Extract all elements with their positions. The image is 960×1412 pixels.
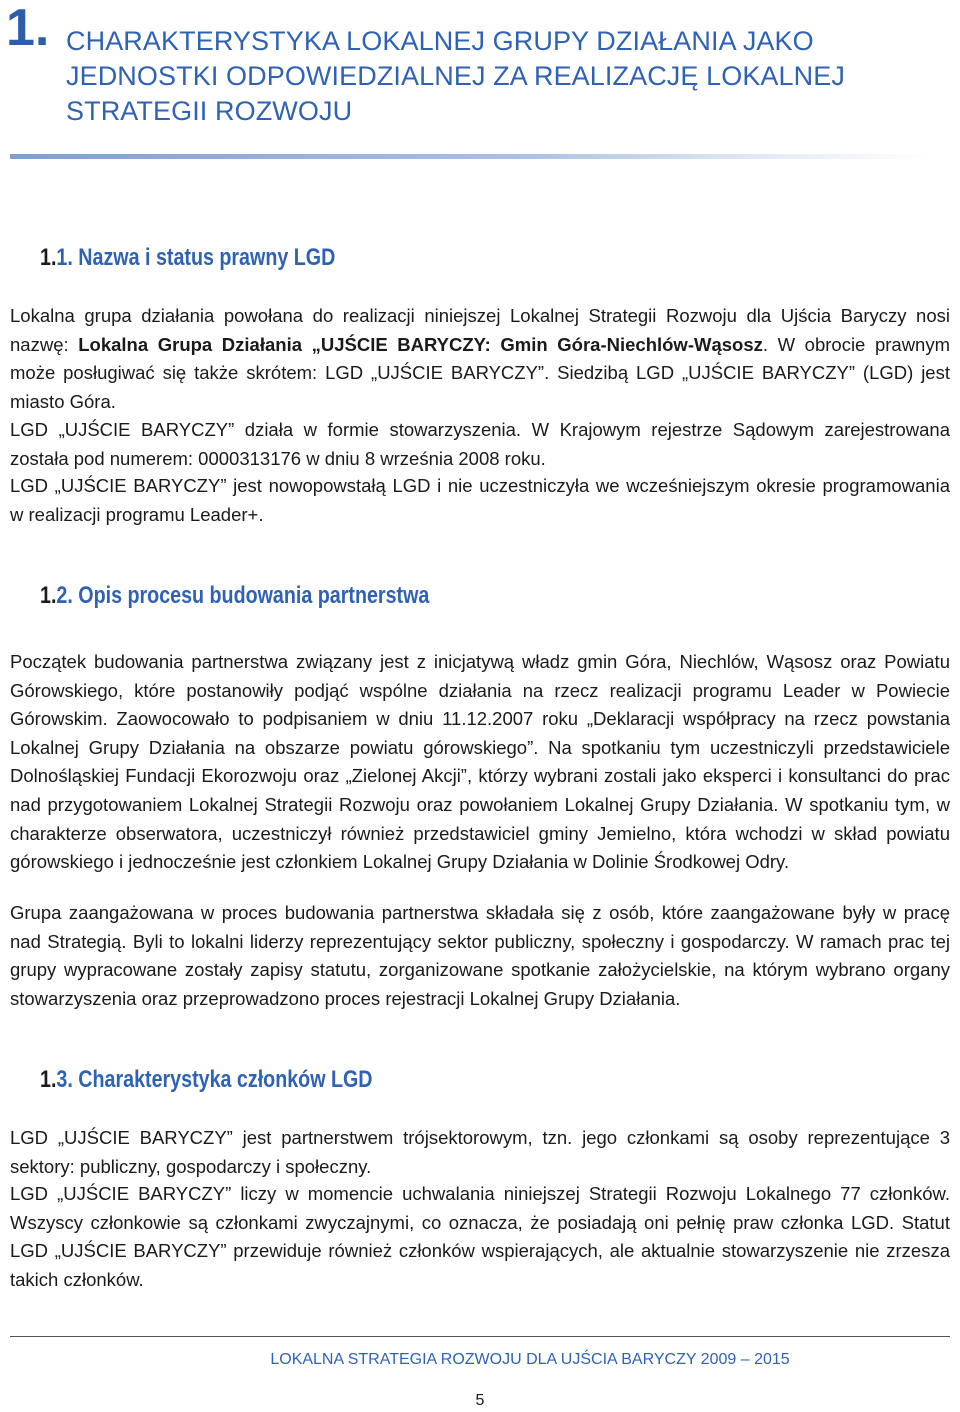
paragraph: Początek budowania partnerstwa związany jest z inicjatywą władz gmin Góra, Niechlów, Wąsosz oraz Powiatu Górowskiego, które postanowiły podjąć wspólne działania na rzecz realizacji programu Leader w Powiecie Górowskim. Zaowocowało to podpisaniem w dniu 11.12.2007 roku „Deklaracji współpracy na rzecz powstania Lokalnej Grupy Działania na obszarze powiatu górowskiego”. Na spotkaniu tym uczestniczyli przedstawiciele Dolnośląskiej Fundacji Ekorozwoju oraz „Zielonej Akcji”, którzy wybrani zostali jako eksperci i konsultanci do prac nad przygotowaniem Lokalnej Strategii Rozwoju oraz powołaniem Lokalnej Grupy Działania. W spotkaniu tym, w charakterze obserwatora, uczestniczył również przedstawiciel gminy Jemielno, która wchodzi w skład powiatu górowskiego i jednocześnie jest członkiem Lokalnej Grupy Działania w Dolinie Środkowej Odry.	[10, 651, 950, 873]
section-heading-1-2: 1.2. Opis procesu budowania partnerstwa	[40, 582, 430, 609]
paragraph: LGD „UJŚCIE BARYCZY” liczy w momencie uchwalania niniejszej Strategii Rozwoju Lokalnego 77 członków. Wszyscy członkowie są członkami zwyczajnymi, co oznacza, że posiadają oni pełnię praw członka LGD. Statut LGD „UJŚCIE BARYCZY” przewiduje również członków wspierających, ale aktualnie stowarzyszenie nie zrzesza takich członków.	[10, 1183, 950, 1290]
section-heading-1-1: 1.1. Nazwa i status prawny LGD	[40, 244, 336, 271]
paragraph: LGD „UJŚCIE BARYCZY” jest partnerstwem trójsektorowym, tzn. jego członkami są osoby reprezentujące 3 sektory: publiczny, gospodarczy i społeczny.	[10, 1127, 950, 1177]
paragraph: Grupa zaangażowana w proces budowania partnerstwa składała się z osób, które zaangażowane były w pracę nad Strategią. Byli to lokalni liderzy reprezentujący sektor publiczny, społeczny i gospodarczy. W ramach prac tej grupy wypracowane zostały zapisy statutu, zorganizowane spotkanie założycielskie, na którym wybrano organy stowarzyszenia oraz przeprowadzono proces rejestracji Lokalnej Grupy Działania.	[10, 902, 950, 1009]
chapter-title: CHARAKTERYSTYKA LOKALNEJ GRUPY DZIAŁANIA JAKO JEDNOSTKI ODPOWIEDZIALNEJ ZA REALIZACJĘ LOKALNEJ STRATEGII ROZWOJU	[66, 26, 845, 126]
paragraph: LGD „UJŚCIE BARYCZY” jest nowopowstałą LGD i nie uczestniczyła we wcześniejszym okresie programowania w realizacji programu Leader+.	[10, 475, 950, 525]
footer-title: LOKALNA STRATEGIA ROZWOJU DLA UJŚCIA BARYCZY 2009 – 2015	[270, 1351, 790, 1368]
section-title: Nazwa i status prawny LGD	[78, 244, 336, 271]
chapter-number: 1.	[6, 0, 50, 57]
paragraph: LGD „UJŚCIE BARYCZY” działa w formie stowarzyszenia. W Krajowym rejestrze Sądowym zarejestrowana została pod numerem: 0000313176 w dniu 8 września 2008 roku.	[10, 419, 950, 469]
section-heading-1-3: 1.3. Charakterystyka członków LGD	[40, 1066, 373, 1093]
section-title: Charakterystyka członków LGD	[78, 1066, 373, 1093]
lgd-full-name: Lokalna Grupa Działania „UJŚCIE BARYCZY: Gmin Góra-Niechlów-Wąsosz	[78, 333, 763, 355]
footer-divider	[10, 1336, 950, 1337]
paragraph: Lokalna grupa działania powołana do realizacji niniejszej Lokalnej Strategii Rozwoju dla Ujścia Baryczy nosi nazwę: Lokalna Grupa Działania „UJŚCIE BARYCZY: Gmin Góra-Niechlów-Wąsosz. W obrocie prawnym może posługiwać się także skrótem: LGD „UJŚCIE BARYCZY”. Siedzibą LGD „UJŚCIE BARYCZY” (LGD) jest miasto Góra.	[10, 305, 950, 412]
page-number: 5	[475, 1392, 485, 1409]
chapter-divider	[10, 154, 930, 159]
section-title: Opis procesu budowania partnerstwa	[78, 582, 430, 609]
